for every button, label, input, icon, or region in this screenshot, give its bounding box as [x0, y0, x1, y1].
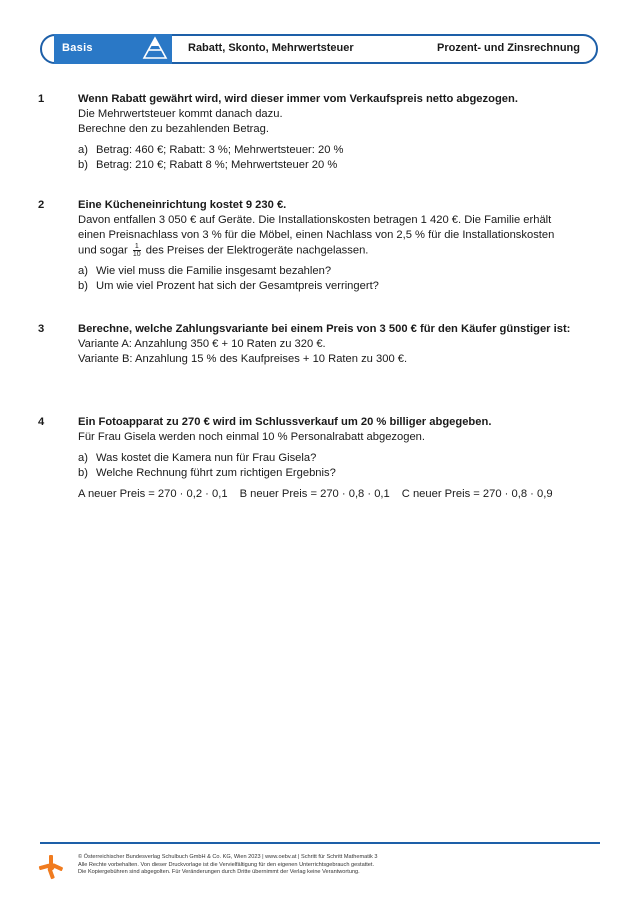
- badge-label: Basis: [62, 42, 93, 54]
- option-b: B neuer Preis = 270 · 0,8 · 0,1: [239, 488, 390, 500]
- subtask-a: a) Was kostet die Kamera nun für Frau Gisela?: [78, 452, 317, 464]
- task-title: Ein Fotoapparat zu 270 € wird im Schlussverkauf um 20 % billiger abgegeben.: [78, 416, 492, 428]
- option-c: C neuer Preis = 270 · 0,8 · 0,9: [401, 488, 553, 500]
- section-title: Prozent- und Zinsrechnung: [437, 42, 580, 54]
- footer-divider: [40, 842, 600, 844]
- task-number: 3: [38, 323, 45, 335]
- task-title: Wenn Rabatt gewährt wird, wird dieser immer vom Verkaufspreis netto abgezogen.: [78, 93, 518, 105]
- chapter-title: Rabatt, Skonto, Mehrwertsteuer: [188, 42, 354, 54]
- publisher-logo-icon: [38, 854, 64, 880]
- subtask-b: b) Betrag: 210 €; Rabatt 8 %; Mehrwertsteuer 20 %: [78, 159, 338, 171]
- page-header: [40, 34, 598, 64]
- subtask-b: b) Um wie viel Prozent hat sich der Gesamtpreis verringert?: [78, 280, 379, 293]
- task-text-line: Variante A: Anzahlung 350 € + 10 Raten zu 320 €.: [78, 338, 326, 350]
- level-badge: [54, 34, 172, 64]
- copyright-notice: © Österreichischer Bundesverlag Schulbuch GmbH & Co. KG, Wien 2023 | www.oebv.at | Schritt für Schritt Mathematik 3 Alle Rechte vorbehalten. Von dieser Druckvorlage ist die Vervielfältigung für den eigenen Unterrichtsgebrauch gestattet. Die Kopiergebühren sind abgegolten. Für Veränderungen durch Dritte übernimmt der Verlag keine Verantwortung.: [78, 854, 378, 876]
- answer-options: [78, 487, 608, 502]
- task-text-line: Variante B: Anzahlung 15 % des Kaufpreises + 10 Raten zu 300 €.: [78, 353, 408, 365]
- subtask-b: b) Welche Rechnung führt zum richtigen Ergebnis?: [78, 467, 336, 479]
- task-text-line: Berechne den zu bezahlenden Betrag.: [78, 123, 269, 135]
- task-title: Eine Kücheneinrichtung kostet 9 230 €.: [78, 199, 287, 211]
- option-a: A neuer Preis = 270 · 0,2 · 0,1: [78, 488, 228, 500]
- fraction: $\frac{1}{10}$: [132, 243, 141, 258]
- task-text-line-fraction: und sogar $\frac{1}{10}$ des Preises der Elektrogeräte nachgelassen.: [78, 243, 369, 258]
- task-number: 1: [38, 93, 45, 105]
- task-title: Berechne, welche Zahlungsvariante bei einem Preis von 3 500 € für den Käufer günstiger ist:: [78, 323, 571, 335]
- task-number: 2: [38, 199, 45, 211]
- pyramid-icon: [142, 36, 168, 60]
- subtask-a: a) Wie viel muss die Familie insgesamt bezahlen?: [78, 265, 332, 278]
- task-text-line: einen Preisnachlass von 3 % für die Möbel, einen Nachlass von 2,5 % für die Installationskosten: [78, 229, 555, 241]
- task-text-line: Für Frau Gisela werden noch einmal 10 % Personalrabatt abgezogen.: [78, 431, 426, 443]
- task-text-line: Davon entfallen 3 050 € auf Geräte. Die Installationskosten betragen 1 420 €. Die Familie erhält: [78, 214, 552, 226]
- subtask-a: a) Betrag: 460 €; Rabatt: 3 %; Mehrwertsteuer: 20 %: [78, 144, 344, 156]
- task-text-line: Die Mehrwertsteuer kommt danach dazu.: [78, 108, 283, 120]
- task-number: 4: [38, 416, 45, 428]
